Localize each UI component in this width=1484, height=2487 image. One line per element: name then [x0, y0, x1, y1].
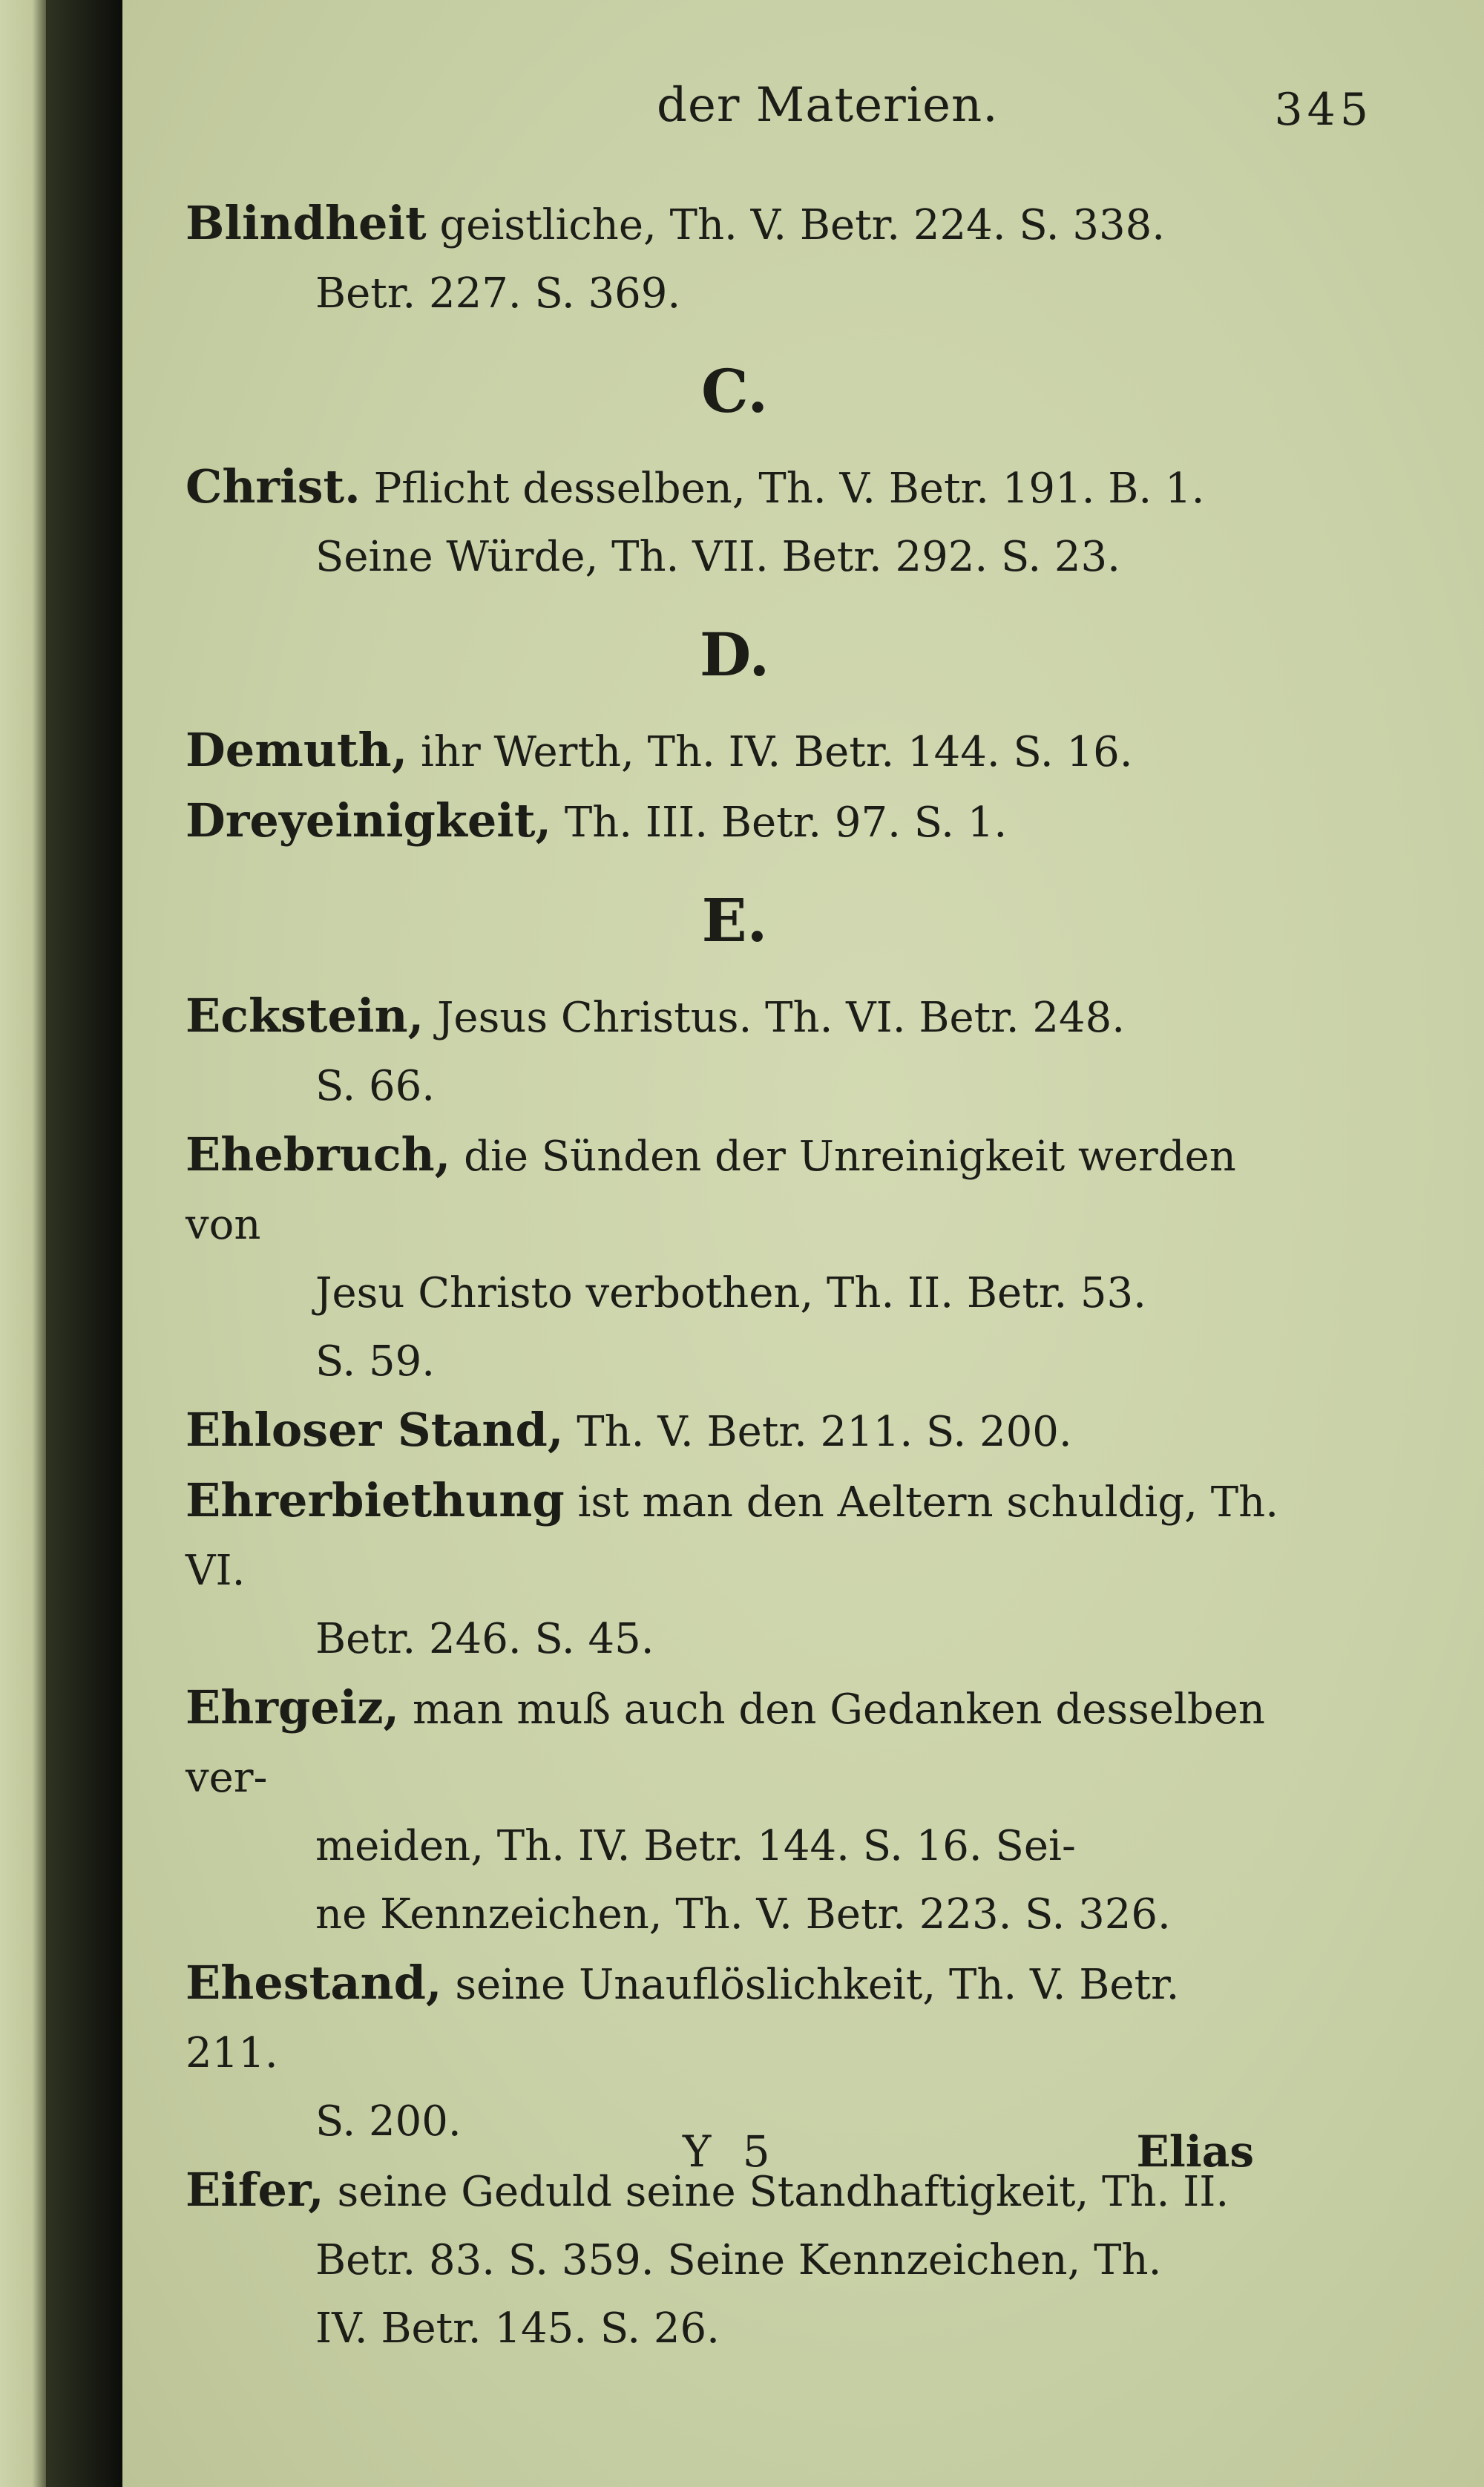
- catchword: Elias: [1136, 2126, 1254, 2177]
- previous-page-edge: [0, 0, 46, 2487]
- entry-group-c: [186, 453, 1284, 592]
- entry-first-line: [186, 982, 1284, 1052]
- entry-headword: Ehestand,: [186, 1956, 442, 2010]
- index-entry: [186, 189, 1284, 328]
- entry-continuation-line: S. 59.: [315, 1337, 436, 1386]
- entry-first-line: [186, 1674, 1284, 1812]
- index-entry: [186, 1949, 1284, 2156]
- entry-headword: Christ.: [186, 459, 361, 514]
- index-entry: [186, 787, 1284, 857]
- binding-gutter: [0, 0, 122, 2487]
- entry-continuation-line: IV. Betr. 145. S. 26.: [315, 2304, 720, 2353]
- entry-continuation-line: Seine Würde, Th. VII. Betr. 292. S. 23.: [315, 533, 1120, 581]
- entry-text: die Sünden der Unreinigkeit werden von: [186, 1133, 1236, 1249]
- entry-headword: Ehrgeiz,: [186, 1680, 400, 1734]
- entry-text: Th. V. Betr. 211. S. 200.: [563, 1408, 1072, 1456]
- entry-headword: Ehrerbiethung: [186, 1473, 565, 1527]
- index-entry: [186, 1467, 1284, 1674]
- entry-text: Pflicht desselben, Th. V. Betr. 191. B. 1.: [360, 465, 1205, 513]
- entry-first-line: [186, 1396, 1284, 1467]
- entry-text: seine Unauflöslichkeit, Th. V. Betr. 211.: [186, 1961, 1180, 2077]
- entry-text: ist man den Aeltern schuldig, Th. VI.: [186, 1478, 1278, 1595]
- entry-first-line: [186, 189, 1284, 260]
- running-head: der Materien.: [657, 78, 999, 133]
- section-letter-e: E.: [701, 885, 768, 955]
- index-entry: [186, 716, 1284, 787]
- page-footer: [186, 2126, 1284, 2193]
- entry-continuation-line: Betr. 83. S. 359. Seine Kennzeichen, Th.: [315, 2236, 1162, 2284]
- entry-continuation-line: S. 66.: [315, 1062, 436, 1110]
- entry-headword: Eifer,: [186, 2163, 324, 2217]
- entry-headword: Ehloser Stand,: [186, 1403, 564, 1457]
- entry-first-line: [186, 453, 1284, 523]
- section-letter-c: C.: [700, 356, 769, 426]
- entry-first-line: [186, 1949, 1284, 2088]
- entry-headword: Dreyeinigkeit,: [186, 793, 552, 848]
- entry-headword: Demuth,: [186, 723, 408, 777]
- page-number: 345: [1274, 84, 1373, 136]
- entry-continuation-line: Jesu Christo verbothen, Th. II. Betr. 53.: [315, 1269, 1146, 1317]
- entry-text: man muß auch den Gedanken desselben ver-: [186, 1685, 1265, 1802]
- entry-continuation-line: ne Kennzeichen, Th. V. Betr. 223. S. 326.: [315, 1890, 1171, 1939]
- index-content: [186, 189, 1284, 2363]
- index-entry: [186, 1121, 1284, 1396]
- entry-continuation-line: Betr. 227. S. 369.: [315, 269, 681, 318]
- entry-group-b: [186, 189, 1284, 328]
- entry-continuation-line: Betr. 246. S. 45.: [315, 1615, 654, 1663]
- entry-group-d: [186, 716, 1284, 857]
- entry-first-line: [186, 716, 1284, 787]
- entry-continuation-line: meiden, Th. IV. Betr. 144. S. 16. Sei-: [315, 1822, 1076, 1870]
- entry-headword: Ehebruch,: [186, 1127, 451, 1182]
- entry-text: seine Geduld seine Standhaftigkeit, Th. II.: [324, 2168, 1229, 2216]
- entry-first-line: [186, 1467, 1284, 1605]
- index-entry: [186, 982, 1284, 1121]
- index-entry: [186, 1396, 1284, 1467]
- index-entry: [186, 1674, 1284, 1949]
- entry-first-line: [186, 787, 1284, 857]
- entry-text: ihr Werth, Th. IV. Betr. 144. S. 16.: [407, 728, 1133, 776]
- index-entry: [186, 453, 1284, 592]
- section-letter-d: D.: [699, 620, 770, 689]
- entry-headword: Eckstein,: [186, 989, 424, 1043]
- signature-mark: Y 5: [683, 2126, 779, 2177]
- page-header: [538, 71, 1428, 137]
- entry-first-line: [186, 1121, 1284, 1259]
- entry-text: geistliche, Th. V. Betr. 224. S. 338.: [426, 201, 1166, 249]
- entry-text: Th. III. Betr. 97. S. 1.: [551, 799, 1008, 847]
- entry-continuation-line: S. 200.: [315, 2097, 462, 2146]
- entry-headword: Blindheit: [186, 196, 427, 250]
- entry-text: Jesus Christus. Th. VI. Betr. 248.: [424, 994, 1126, 1042]
